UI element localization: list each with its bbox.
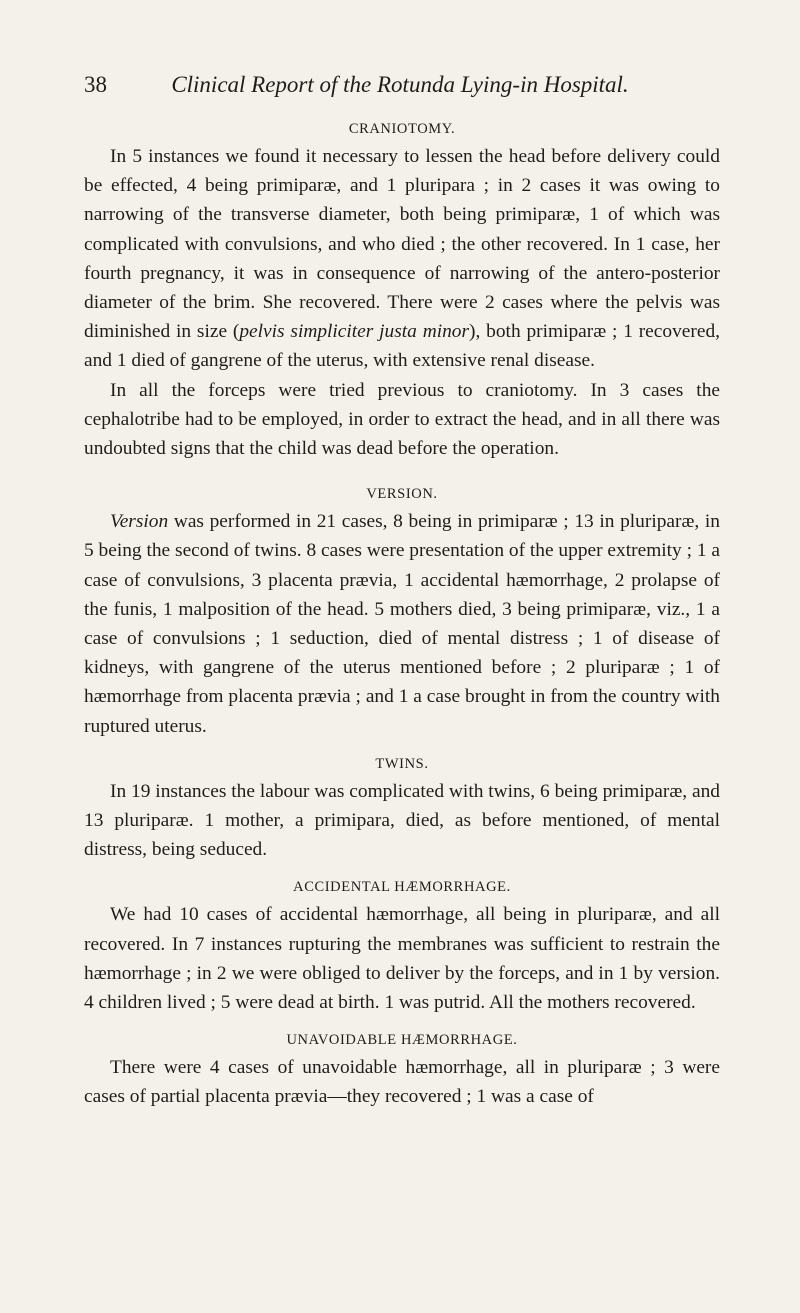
text-run: was performed in 21 cases, 8 being in primiparæ ; 13 in pluriparæ, in 5 being the second of twins. 8 cases were presentation of the upper extremity ; 1 a case of convulsions, 3 placenta prævia, 1 accidental hæmorrhage, 2 prolapse of the funis, 1 malposition of the head. 5 mothers died, 3 being primiparæ, viz., 1 a case of convulsions ; 1 seduction, died of mental distress ; 1 of disease of kidneys, with gangrene of the uterus mentioned before ; 2 pluriparæ ; 1 of hæmorrhage from placenta prævia ; and 1 a case brought in from the country with ruptured uterus.: [84, 511, 720, 737]
section-version: [84, 483, 720, 741]
paragraph: In 19 instances the labour was complicated with twins, 6 being primiparæ, and 13 pluriparæ. 1 mother, a primipara, died, as before mentioned, of mental distress, being seduced.: [84, 780, 720, 861]
italic-term: Version: [110, 511, 169, 533]
section-accidental-haemorrhage: [84, 876, 720, 1017]
page-header: [84, 62, 716, 102]
italic-term: pelvis simpliciter justa minor: [239, 321, 470, 343]
section-heading: UNAVOIDABLE HÆMORRHAGE.: [286, 1032, 518, 1049]
running-title: Clinical Report of the Rotunda Lying-in Hospital.: [171, 72, 629, 97]
paragraph: [84, 507, 720, 741]
section-heading: VERSION.: [366, 486, 438, 503]
section-heading: TWINS.: [375, 755, 429, 772]
section-unavoidable-haemorrhage: [84, 1029, 720, 1111]
section-twins: [84, 753, 720, 865]
text-run: In 5 instances we found it necessary to lessen the head before delivery could be effected, 4 being primiparæ, and 1 pluripara ; in 2 cases it was owing to narrowing of the transverse diameter, both being primiparæ, 1 of which was complicated with convulsions, and who died ; the other recovered. In 1 case, her fourth pregnancy, it was in consequence of narrowing of the antero-posterior diameter of the brim. She recovered. There were 2 cases where the pelvis was diminished in size (: [84, 146, 720, 343]
paragraph: [84, 142, 720, 376]
section-craniotomy: [84, 118, 720, 463]
section-heading: CRANIOTOMY.: [348, 121, 456, 137]
text-run: ), both primiparæ ; 1 recovered, and 1 died of gangrene of the uterus, with extensive renal disease.: [84, 321, 720, 372]
paragraph: There were 4 cases of unavoidable hæmorrhage, all in pluriparæ ; 3 were cases of partial placenta prævia—they recovered ; 1 was a case of: [84, 1057, 720, 1108]
page-body: [84, 118, 720, 1112]
paragraph: In all the forceps were tried previous to craniotomy. In 3 cases the cephalotribe had to be employed, in order to extract the head, and in all there was undoubted signs that the child was dead before the operation.: [84, 379, 720, 460]
section-heading: ACCIDENTAL HÆMORRHAGE.: [293, 879, 511, 896]
page-number: 38: [84, 72, 107, 97]
paragraph: We had 10 cases of accidental hæmorrhage, all being in pluriparæ, and all recovered. In 7 instances rupturing the membranes was sufficient to restrain the hæmorrhage ; in 2 we were obliged to deliver by the forceps, and in 1 by version. 4 children lived ; 5 were dead at birth. 1 was putrid. All the mothers recovered.: [84, 904, 720, 1014]
